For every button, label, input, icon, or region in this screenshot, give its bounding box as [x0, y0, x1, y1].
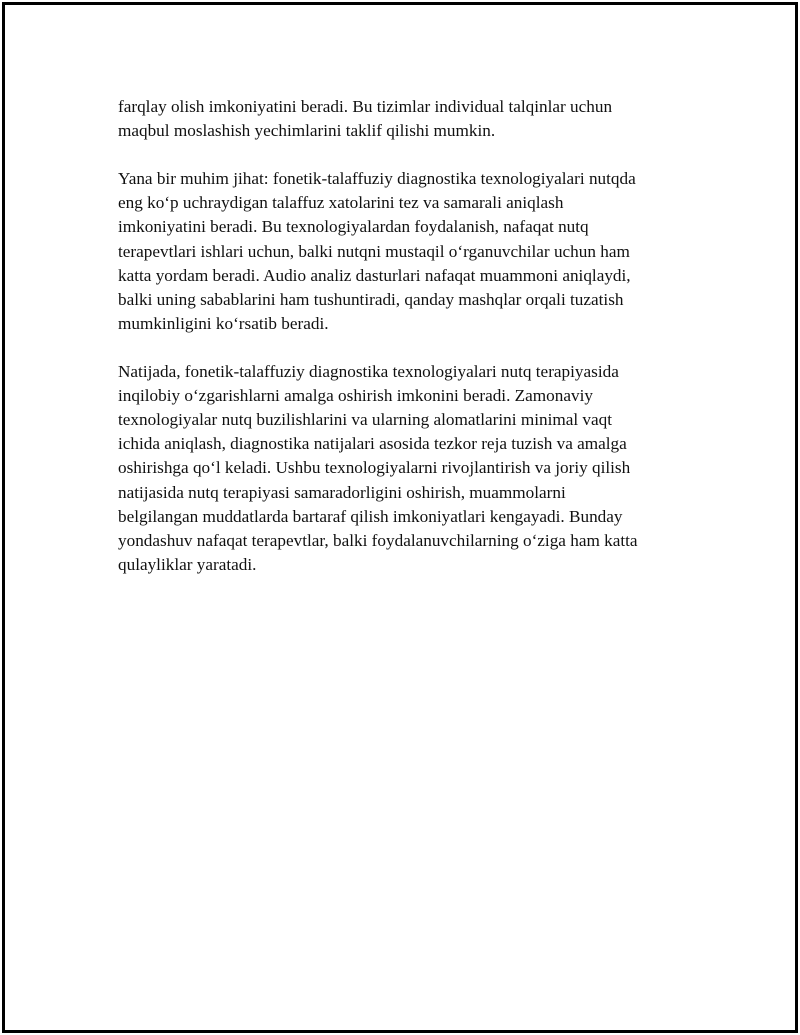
- text-line: balki uning sabablarini ham tushuntiradi, qanday mashqlar orqali tuzatish: [118, 289, 624, 309]
- document-body: [118, 95, 703, 601]
- text-line: imkoniyatini beradi. Bu texnologiyalardan foydalanish, nafaqat nutq: [118, 217, 589, 237]
- paragraph-3: [118, 360, 703, 577]
- text-line: Natijada, fonetik-talaffuziy diagnostika texnologiyalari nutq terapiyasida: [118, 362, 619, 382]
- paragraph-1: [118, 95, 703, 143]
- paragraph-2: [118, 167, 703, 336]
- text-line: natijasida nutq terapiyasi samaradorligini oshirish, muammolarni: [118, 482, 566, 502]
- text-line: terapevtlari ishlari uchun, balki nutqni mustaqil oʻrganuvchilar uchun ham: [118, 241, 630, 261]
- text-line: texnologiyalar nutq buzilishlarini va ularning alomatlarini minimal vaqt: [118, 410, 613, 430]
- text-line: oshirishga qoʻl keladi. Ushbu texnologiyalarni rivojlantirish va joriy qilish: [118, 458, 631, 478]
- text-line: Yana bir muhim jihat: fonetik-talaffuziy diagnostika texnologiyalari nutqda: [118, 169, 636, 189]
- text-line: eng koʻp uchraydigan talaffuz xatolarini tez va samarali aniqlash: [118, 193, 564, 213]
- text-line: mumkinligini koʻrsatib beradi.: [118, 313, 329, 333]
- text-line: ichida aniqlash, diagnostika natijalari asosida tezkor reja tuzish va amalga: [118, 434, 627, 454]
- page-frame: [2, 2, 798, 1033]
- text-line: yondashuv nafaqat terapevtlar, balki foydalanuvchilarning oʻziga ham katta: [118, 530, 638, 550]
- text-line: qulayliklar yaratadi.: [118, 554, 257, 574]
- text-line: farqlay olish imkoniyatini beradi. Bu tizimlar individual talqinlar uchun: [118, 97, 613, 116]
- text-line: katta yordam beradi. Audio analiz dasturlari nafaqat muammoni aniqlaydi,: [118, 265, 631, 285]
- text-line: maqbul moslashish yechimlarini taklif qilishi mumkin.: [118, 121, 496, 141]
- text-line: belgilangan muddatlarda bartaraf qilish imkoniyatlari kengayadi. Bunday: [118, 506, 623, 526]
- text-line: inqilobiy oʻzgarishlarni amalga oshirish imkonini beradi. Zamonaviy: [118, 386, 593, 406]
